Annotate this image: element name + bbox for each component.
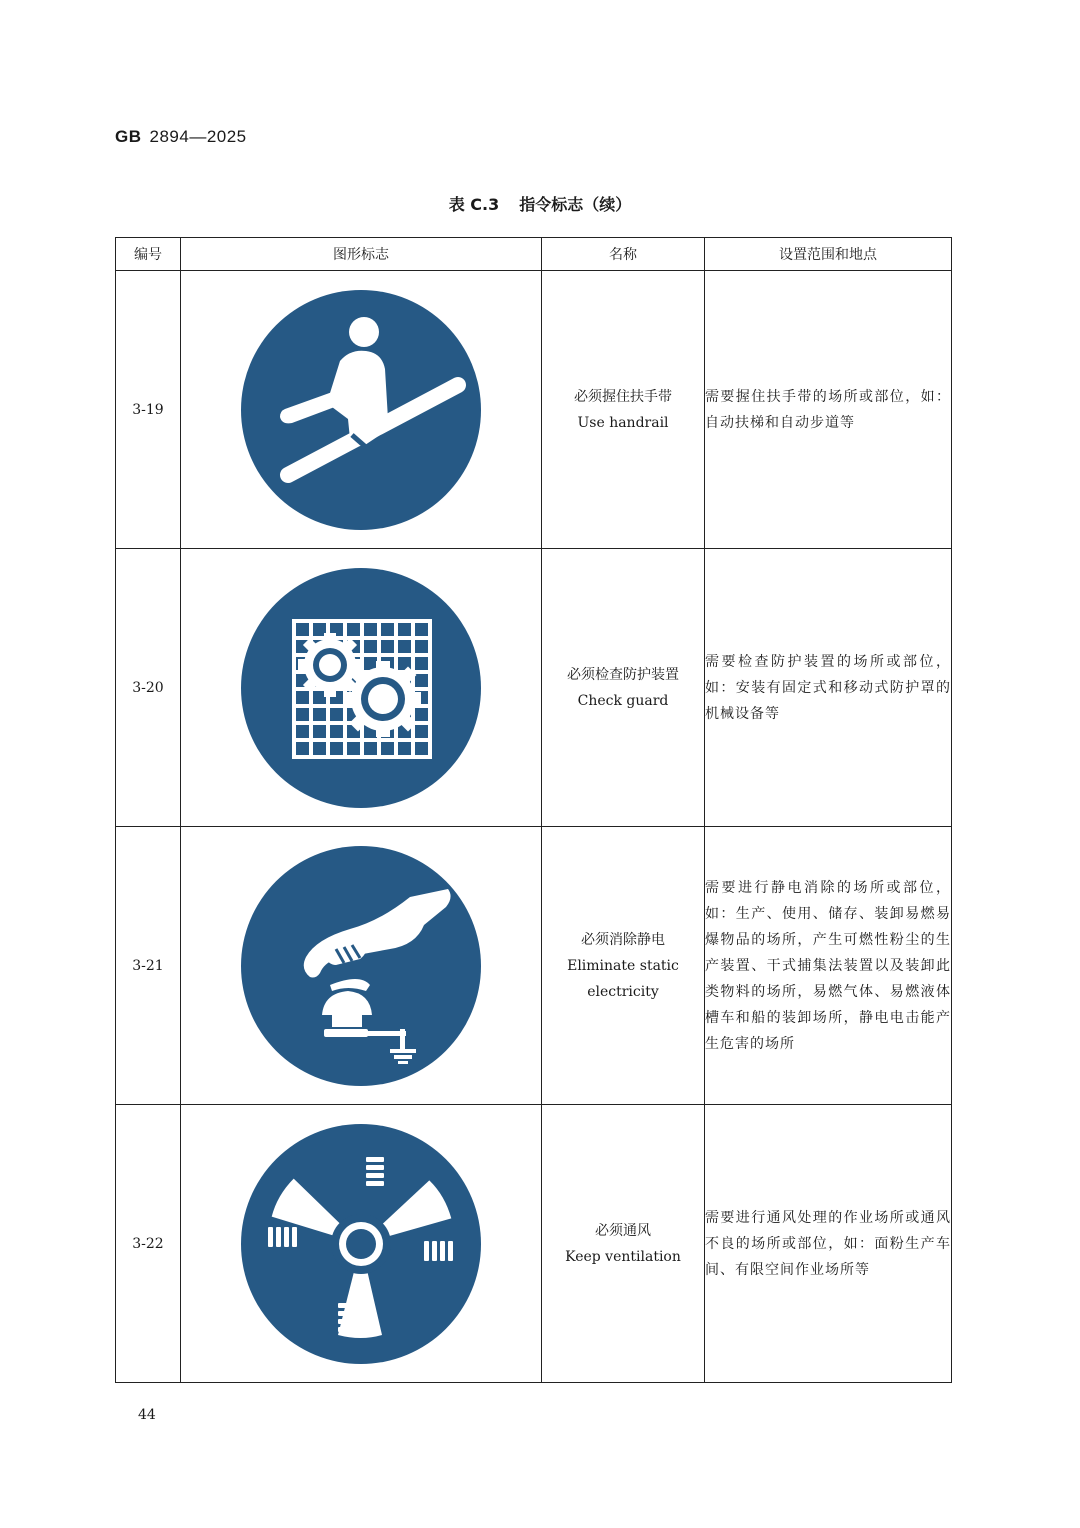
sign-name-zh: 必须检查防护装置 bbox=[567, 666, 679, 683]
sign-name-zh: 必须消除静电 bbox=[581, 931, 665, 948]
column-header-scope: 设置范围和地点 bbox=[705, 238, 952, 271]
standard-prefix: GB bbox=[115, 127, 142, 146]
sign-graphic bbox=[181, 549, 542, 827]
keep-ventilation-icon bbox=[240, 1123, 482, 1365]
sign-name-en: Use handrail bbox=[577, 414, 669, 431]
sign-scope: 需要进行静电消除的场所或部位，如：生产、使用、储存、装卸易燃易爆物品的场所，产生可燃性粉尘的生产装置、干式捕集法装置以及装卸此类物料的场所，易燃气体、易燃液体槽车和船的装卸场所，静电电击能产生危害的场所 bbox=[705, 827, 952, 1105]
sign-scope: 需要检查防护装置的场所或部位，如：安装有固定式和移动式防护罩的机械设备等 bbox=[705, 549, 952, 827]
sign-scope: 需要握住扶手带的场所或部位，如：自动扶梯和自动步道等 bbox=[705, 271, 952, 549]
table-row bbox=[116, 827, 952, 1105]
sign-name-en: Check guard bbox=[577, 692, 669, 709]
table-caption bbox=[0, 192, 1080, 215]
table-row bbox=[116, 1105, 952, 1383]
sign-code: 3-21 bbox=[116, 827, 181, 1105]
sign-scope: 需要进行通风处理的作业场所或通风不良的场所或部位，如：面粉生产车间、有限空间作业场所等 bbox=[705, 1105, 952, 1383]
sign-name bbox=[542, 271, 705, 549]
column-header-name: 名称 bbox=[542, 238, 705, 271]
sign-name-en: Keep ventilation bbox=[565, 1248, 681, 1265]
page-number: 44 bbox=[138, 1407, 156, 1423]
sign-code: 3-19 bbox=[116, 271, 181, 549]
sign-name-zh: 必须握住扶手带 bbox=[574, 388, 672, 405]
check-guard-icon bbox=[240, 567, 482, 809]
column-header-code: 编号 bbox=[116, 238, 181, 271]
column-header-graphic: 图形标志 bbox=[181, 238, 542, 271]
table-row bbox=[116, 271, 952, 549]
sign-graphic bbox=[181, 827, 542, 1105]
sign-name bbox=[542, 549, 705, 827]
sign-code: 3-22 bbox=[116, 1105, 181, 1383]
table-number: 表 C.3 bbox=[448, 195, 500, 214]
sign-name bbox=[542, 1105, 705, 1383]
sign-graphic bbox=[181, 1105, 542, 1383]
sign-name-en: Eliminate static electricity bbox=[567, 957, 679, 1000]
standard-number: 2894—2025 bbox=[149, 127, 247, 146]
sign-code: 3-20 bbox=[116, 549, 181, 827]
use-handrail-icon bbox=[240, 289, 482, 531]
sign-graphic bbox=[181, 271, 542, 549]
table-row bbox=[116, 549, 952, 827]
standard-header bbox=[115, 127, 247, 147]
table-header-row bbox=[116, 238, 952, 271]
sign-name-zh: 必须通风 bbox=[595, 1222, 651, 1239]
table-title: 指令标志（续） bbox=[519, 195, 632, 214]
mandatory-signs-table bbox=[115, 237, 952, 1383]
eliminate-static-icon bbox=[240, 845, 482, 1087]
sign-name bbox=[542, 827, 705, 1105]
